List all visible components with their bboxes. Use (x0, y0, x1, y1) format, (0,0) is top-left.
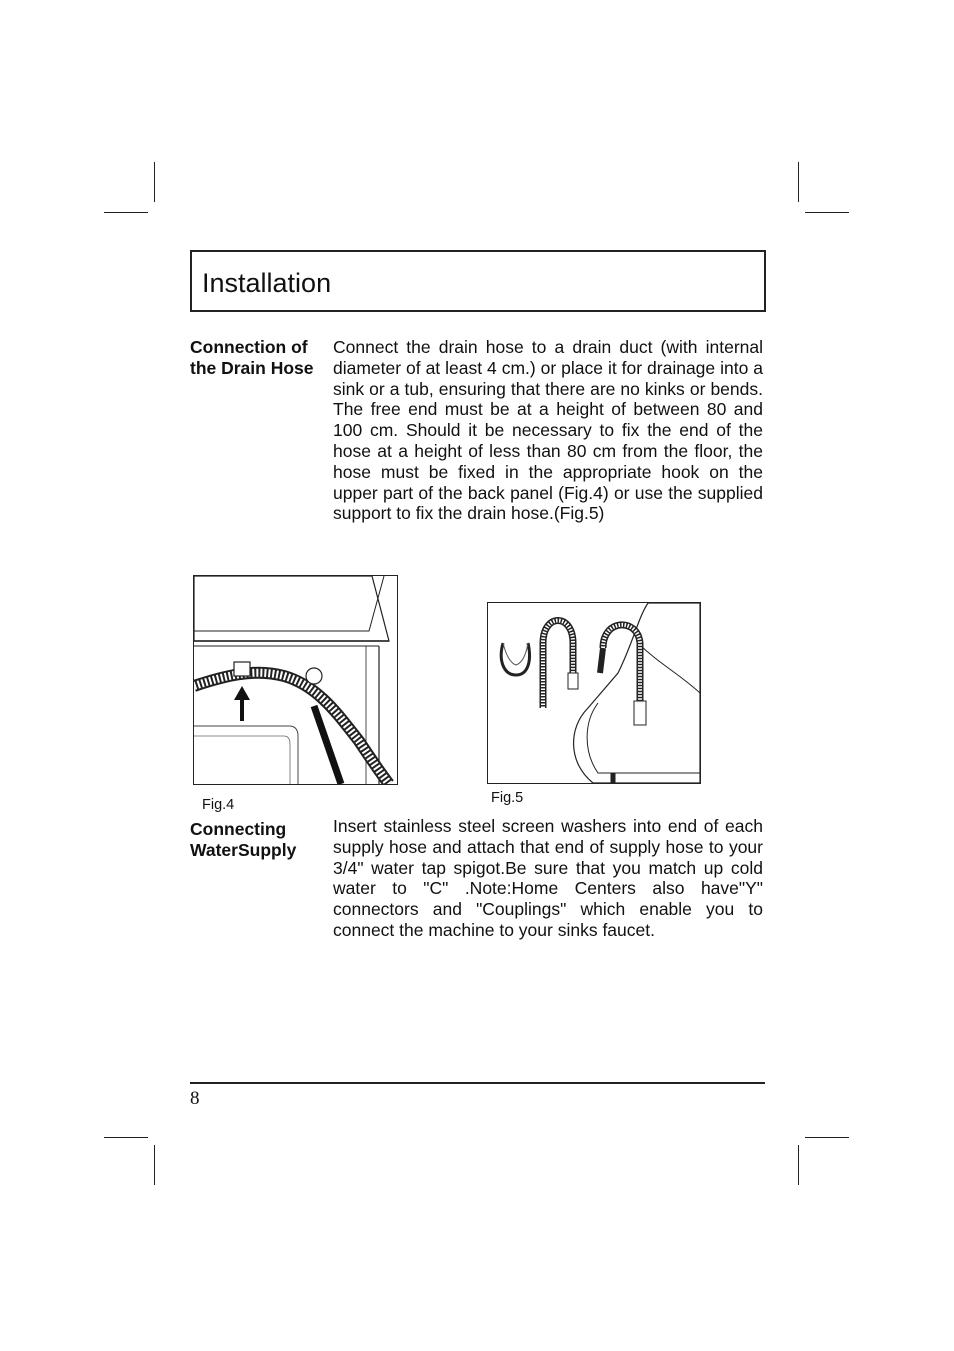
crop-mark-tl-horizontal (104, 212, 148, 213)
water-supply-heading (190, 819, 296, 861)
page-number: 8 (190, 1088, 200, 1109)
page-title: Installation (202, 268, 332, 298)
drain-hose-heading-line1: Connection of (190, 337, 308, 357)
fig5-caption: Fig.5 (491, 790, 524, 806)
drain-hose-heading-line2: the Drain Hose (190, 357, 314, 378)
crop-mark-bl-vertical (154, 1145, 155, 1185)
figure-5 (487, 602, 701, 784)
figure-4 (193, 575, 398, 785)
title-box (190, 250, 766, 312)
fig5-illustration (488, 603, 700, 783)
fig4-caption: Fig.4 (202, 797, 235, 813)
water-supply-text: Insert stainless steel screen washers into end of each supply hose and attach that end of supply hose to your 3/4" water tap spigot.Be sure that you match up cold water to "C" .Note:Home Centers also have"Y" connectors and "Couplings" which enable you to connect the machine to your sinks faucet. (333, 816, 763, 940)
crop-mark-br-vertical (798, 1145, 799, 1185)
drain-hose-text: Connect the drain hose to a drain duct (with internal diameter of at least 4 cm.) or place it for drainage into a sink or a tub, ensuring that there are no kinks or bends. The free end must be at a height of between 80 and 100 cm. Should it be necessary to fix the end of the hose at a height of less than 80 cm from the floor, the hose must be fixed in the appropriate hook on the upper part of the back panel (Fig.4) or use the supplied support to fix the drain hose.(Fig.5) (333, 337, 763, 524)
crop-mark-tr-vertical (798, 162, 799, 202)
water-supply-heading-line2: WaterSupply (190, 839, 297, 860)
drain-hose-heading (190, 337, 314, 379)
footer-rule (190, 1082, 765, 1084)
fig4-illustration (194, 576, 397, 784)
crop-mark-tl-vertical (154, 162, 155, 202)
crop-mark-bl-horizontal (104, 1137, 148, 1138)
water-supply-heading-line1: Connecting (190, 819, 287, 839)
crop-mark-br-horizontal (805, 1137, 849, 1138)
crop-mark-tr-horizontal (805, 212, 849, 213)
